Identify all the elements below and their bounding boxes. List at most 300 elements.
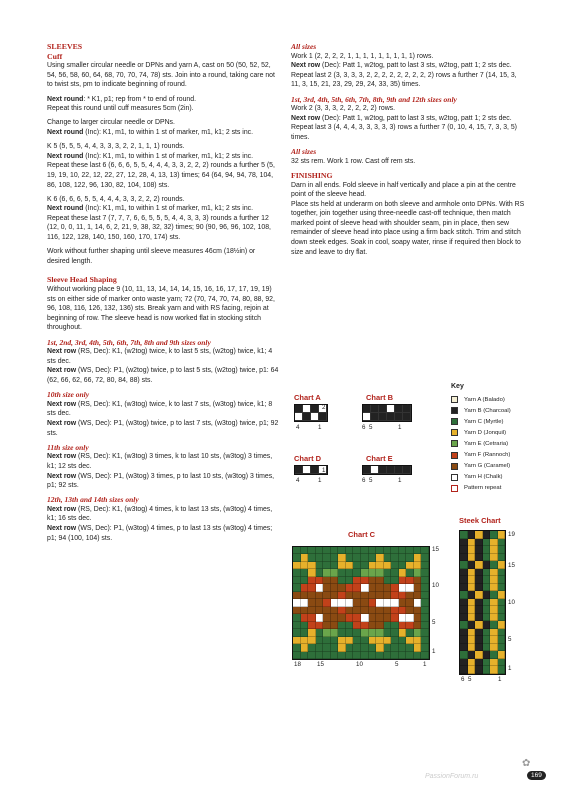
chart-c-cell	[338, 584, 346, 591]
chart-c-cell	[361, 614, 369, 621]
chart-c-cell	[399, 592, 407, 599]
chart-c-cell	[414, 637, 422, 644]
steek-cell	[468, 561, 476, 569]
watermark-text: PassionForum.ru	[425, 773, 479, 780]
chart-c-cell	[369, 584, 377, 591]
chart-c-cell	[369, 629, 377, 636]
steek-cell	[468, 644, 476, 652]
key-item	[451, 407, 511, 414]
chartD-cell	[303, 466, 311, 474]
key-swatch	[451, 396, 458, 403]
steek-cell	[468, 614, 476, 622]
steek-cell	[475, 531, 483, 539]
chart-c-cell	[361, 607, 369, 614]
chart-c-cell	[293, 607, 301, 614]
chart-c-cell	[361, 569, 369, 576]
size-heading-3: 11th size only	[47, 442, 89, 452]
chart-c-cell	[353, 644, 361, 651]
chart-c-cell	[331, 629, 339, 636]
chart-c-cell	[369, 622, 377, 629]
key-label: Yarn C (Myrtle)	[464, 418, 504, 425]
steek-row-5: 5	[508, 636, 512, 643]
chart-c-cell	[353, 577, 361, 584]
steek-cell	[460, 651, 468, 659]
chart-c-cell	[361, 622, 369, 629]
steek-cell	[460, 591, 468, 599]
key-item	[451, 452, 510, 459]
chart-c-cell	[376, 629, 384, 636]
chart-c-cell	[338, 599, 346, 606]
chart-c-cell	[384, 592, 392, 599]
steek-cell	[468, 651, 476, 659]
chart-c-cell	[301, 637, 309, 644]
chart-c-cell	[384, 607, 392, 614]
steek-cell	[498, 621, 506, 629]
chart-c-cell	[406, 569, 414, 576]
chart-c-cell	[301, 599, 309, 606]
chart-c-cell	[406, 607, 414, 614]
steek-cell	[490, 531, 498, 539]
chart-a-row-2: 2	[322, 404, 326, 411]
chart-c-cell	[308, 577, 316, 584]
size-3-text: Next row (RS, Dec): K1, (w3tog) 3 times, k to last 10 sts, (w3tog) 3 times, k1; 12 sts dec. Next row (WS, Dec): P1, (w3tog) 3 times, p to last 10 sts, (w3tog) 3 times, p1; 92 sts.	[47, 453, 275, 490]
chart-c-cell	[323, 652, 331, 659]
chart-c-cell	[346, 614, 354, 621]
chartA-cell	[295, 405, 303, 413]
steek-cell	[475, 569, 483, 577]
chart-c-cell	[293, 592, 301, 599]
chart-c-cell	[421, 554, 429, 561]
chart-c-cell	[293, 547, 301, 554]
steek-cell	[498, 584, 506, 592]
steek-cell	[498, 644, 506, 652]
steek-cell	[460, 621, 468, 629]
steek-cell	[468, 569, 476, 577]
chart-c-cell	[293, 622, 301, 629]
chart-c-row-10: 10	[432, 582, 439, 589]
chart-c-cell	[331, 637, 339, 644]
size-heading-5: 1st, 3rd, 4th, 5th, 6th, 7th, 8th, 9th and 12th sizes only	[291, 94, 457, 104]
chart-c-cell	[316, 644, 324, 651]
chart-c-cell	[399, 554, 407, 561]
steek-cell	[498, 636, 506, 644]
chart-c-cell	[293, 637, 301, 644]
chart-c-cell	[384, 652, 392, 659]
chart-c-cell	[338, 644, 346, 651]
chart-c-cell	[391, 629, 399, 636]
chart-c-cell	[384, 577, 392, 584]
chartE-cell	[387, 466, 395, 474]
chart-c-cell	[338, 622, 346, 629]
key-swatch	[451, 474, 458, 481]
chart-c-cell	[376, 577, 384, 584]
chart-b-col-6: 6	[362, 424, 366, 431]
chart-c-cell	[361, 577, 369, 584]
chart-c-cell	[391, 547, 399, 554]
chart-c-cell	[399, 577, 407, 584]
chart-c-cell	[369, 614, 377, 621]
all-sizes-heading-1: All sizes	[291, 42, 317, 51]
chart-c-cell	[414, 644, 422, 651]
steek-cell	[475, 606, 483, 614]
chart-c-cell	[391, 592, 399, 599]
steek-cell	[483, 599, 491, 607]
chart-c-cell	[406, 614, 414, 621]
chart-c-cell	[421, 547, 429, 554]
chart-c-cell	[301, 652, 309, 659]
steek-row-19: 19	[508, 531, 515, 538]
chart-c-cell	[414, 554, 422, 561]
key-label: Yarn E (Cetraria)	[464, 440, 509, 447]
chart-c-cell	[414, 547, 422, 554]
steek-cell	[460, 666, 468, 674]
chart-c-cell	[308, 644, 316, 651]
chart-c-cell	[406, 637, 414, 644]
chart-c-cell	[399, 614, 407, 621]
steek-cell	[490, 584, 498, 592]
steek-cell	[498, 599, 506, 607]
chart-c-cell	[316, 614, 324, 621]
steek-cell	[490, 591, 498, 599]
chart-c-cell	[391, 614, 399, 621]
chart-c-cell	[421, 637, 429, 644]
steek-cell	[490, 614, 498, 622]
chart-c-cell	[376, 614, 384, 621]
steek-cell	[483, 554, 491, 562]
chart-c-cell	[369, 577, 377, 584]
chart-c-cell	[399, 562, 407, 569]
sleeve-head-text: Without working place 9 (10, 11, 13, 14, 14, 14, 15, 16, 16, 17, 17, 19, 19) sts on either side of marker onto waste yarn; 72 (70, 74, 70, 74, 80, 88, 92, 96, 108, 116, 126, 132, 136) sts. Break yarn and with RS facing, rejoin at beginning of row. The sleeve head is now worked flat in stocking stitch throughout.	[47, 286, 275, 332]
work-text: Work without further shaping until sleeve measures 46cm (18½in) or desired length.	[47, 248, 256, 265]
section-title-sleeves: SLEEVES	[47, 42, 83, 51]
chart-c-cell	[369, 569, 377, 576]
chart-c-cell	[376, 607, 384, 614]
chart-c-row-5: 5	[432, 619, 436, 626]
steek-cell	[490, 546, 498, 554]
steek-cell	[483, 576, 491, 584]
chart-b-col-5: 5	[369, 424, 373, 431]
chart-c-cell	[301, 547, 309, 554]
chart-c-cell	[323, 577, 331, 584]
chart-c-cell	[301, 607, 309, 614]
steek-cell	[490, 636, 498, 644]
chart-a-col-4: 4	[296, 424, 300, 431]
steek-cell	[498, 531, 506, 539]
key-item	[451, 396, 505, 403]
chart-c-cell	[338, 607, 346, 614]
section-title-finishing: FINISHING	[291, 170, 333, 180]
chart-c-cell	[421, 562, 429, 569]
chart-c-cell	[316, 652, 324, 659]
chart-c-cell	[308, 652, 316, 659]
chart-c-cell	[346, 652, 354, 659]
steek-col-5: 5	[468, 676, 472, 683]
chart-c-cell	[301, 569, 309, 576]
steek-cell	[475, 576, 483, 584]
steek-cell	[468, 599, 476, 607]
chart-c-cell	[301, 562, 309, 569]
chart-c-cell	[406, 622, 414, 629]
steek-cell	[475, 621, 483, 629]
key-label: Yarn A (Balado)	[464, 396, 505, 403]
chart-c-cell	[331, 614, 339, 621]
chartA-cell	[311, 413, 319, 421]
chart-c-cell	[331, 569, 339, 576]
chart-c-cell	[421, 584, 429, 591]
steek-cell	[468, 584, 476, 592]
chart-c-cell	[384, 644, 392, 651]
chart-c-cell	[376, 599, 384, 606]
chart-c-cell	[414, 569, 422, 576]
size-5-text: Work 2 (3, 3, 3, 2, 2, 2, 2, 2) rows. Next row (Dec): Patt 1, w2tog, patt to last 3 sts, w2tog, patt 1; 2 sts dec. Repeat last 3 (4, 4, 4, 3, 3, 3, 3, 3) rows a further 7 (0, 10, 4, 15, 7, 3, 3, 5) times.	[291, 105, 517, 141]
key-item	[451, 429, 506, 436]
chart-c-cell	[391, 584, 399, 591]
page-number: 169	[527, 771, 546, 780]
chart-c-cell	[323, 637, 331, 644]
chart-c-cell	[406, 554, 414, 561]
steek-cell	[460, 659, 468, 667]
chart-c-cell	[331, 584, 339, 591]
key-swatch	[451, 429, 458, 436]
chart-c-cell	[361, 629, 369, 636]
chart-c-cell	[399, 652, 407, 659]
steek-cell	[498, 546, 506, 554]
chartB-cell	[363, 405, 371, 413]
chart-c-cell	[331, 607, 339, 614]
chart-c-cell	[338, 554, 346, 561]
steek-row-1: 1	[508, 665, 512, 672]
chart-c-cell	[331, 592, 339, 599]
chartA-cell	[303, 413, 311, 421]
steek-cell	[475, 591, 483, 599]
chart-c-cell	[316, 577, 324, 584]
size-1-text: Next row (RS, Dec): K1, (w2tog) twice, k to last 5 sts, (w2tog) twice, k1; 4 sts dec. Next row (WS, Dec): P1, (w2tog) twice, p to last 5 sts, (w2tog) twice, p1: 64 (62, 66, 62, 66, 72, 80, 84, 88) sts.	[47, 348, 279, 384]
chart-c-cell	[331, 562, 339, 569]
chart-c-cell	[323, 592, 331, 599]
chart-c-cell	[293, 562, 301, 569]
chart-c-cell	[369, 547, 377, 554]
steek-cell	[460, 561, 468, 569]
steek-cell	[475, 599, 483, 607]
steek-row-15: 15	[508, 562, 515, 569]
chart-c-col-5: 5	[395, 661, 399, 668]
chart-c-cell	[384, 547, 392, 554]
chart-c-cell	[369, 562, 377, 569]
chart-c-cell	[391, 599, 399, 606]
chart-d-title: Chart D	[294, 454, 322, 463]
steek-cell	[475, 546, 483, 554]
key-swatch	[451, 418, 458, 425]
chart-c-cell	[399, 584, 407, 591]
chart-c-cell	[316, 599, 324, 606]
chart-c-cell	[353, 622, 361, 629]
chart-c-cell	[353, 547, 361, 554]
chart-c-cell	[399, 547, 407, 554]
chart-c-cell	[406, 599, 414, 606]
chart-c-cell	[384, 622, 392, 629]
chart-c-cell	[323, 644, 331, 651]
size-4-text: Next row (RS, Dec): K1, (w3tog) 4 times, k to last 13 sts, (w3tog) 4 times, k1; 16 sts dec. Next row (WS, Dec): P1, (w3tog) 4 times, p to last 13 sts (w3tog) 4 times; p1; 94 (100, 104) sts.	[47, 505, 273, 542]
chart-c-cell	[293, 644, 301, 651]
chart-c-cell	[384, 569, 392, 576]
key-label: Yarn B (Charcoal)	[464, 407, 511, 414]
steek-cell	[483, 651, 491, 659]
steek-cell	[460, 629, 468, 637]
chart-c-cell	[353, 562, 361, 569]
chartD-cell	[295, 466, 303, 474]
chart-c-cell	[414, 562, 422, 569]
steek-cell	[498, 614, 506, 622]
chart-c-cell	[353, 554, 361, 561]
key-item	[451, 463, 510, 470]
steek-cell	[490, 576, 498, 584]
steek-cell	[483, 591, 491, 599]
chart-c-cell	[323, 599, 331, 606]
steek-cell	[475, 554, 483, 562]
chartE-cell	[371, 466, 379, 474]
key-label: Pattern repeat	[464, 485, 502, 492]
steek-cell	[460, 606, 468, 614]
chart-c-cell	[421, 599, 429, 606]
chart-c-cell	[338, 592, 346, 599]
steek-cell	[460, 539, 468, 547]
key-swatch	[451, 407, 458, 414]
chart-e-col-6: 6	[362, 477, 366, 484]
all-sizes-text-2: 32 sts rem. Work 1 row. Cast off rem sts.	[291, 157, 416, 165]
chart-c-cell	[384, 584, 392, 591]
chart-c-cell	[301, 644, 309, 651]
steek-cell	[490, 621, 498, 629]
chart-d-col-1: 1	[318, 477, 322, 484]
chart-c-cell	[301, 629, 309, 636]
chart-c-cell	[346, 607, 354, 614]
subsection-title-sleeve-head: Sleeve Head Shaping	[47, 275, 117, 285]
chartB-cell	[379, 413, 387, 421]
chart-c-cell	[421, 644, 429, 651]
chart-c-cell	[353, 607, 361, 614]
size-heading-1: 1st, 2nd, 3rd, 4th, 5th, 6th, 7th, 8th and 9th sizes only	[47, 337, 211, 347]
chart-c-cell	[421, 652, 429, 659]
chart-c-cell	[338, 562, 346, 569]
chart-b-col-1: 1	[398, 424, 402, 431]
steek-cell	[468, 629, 476, 637]
chart-d-col-4: 4	[296, 477, 300, 484]
steek-col-6: 6	[461, 676, 465, 683]
chart-c-cell	[399, 644, 407, 651]
chart-c-title: Chart C	[348, 530, 376, 539]
chart-c-cell	[346, 577, 354, 584]
chart-c-cell	[361, 562, 369, 569]
chart-c-cell	[384, 562, 392, 569]
chart-c-cell	[406, 584, 414, 591]
chart-c-cell	[406, 592, 414, 599]
size-2-text: Next row (RS, Dec): K1, (w3tog) twice, k to last 7 sts, (w3tog) twice, k1; 8 sts dec. Next row (WS, Dec): P1, (w3tog) twice, p to last 7 sts, (w3tog) twice, p1; 92 sts.	[47, 400, 279, 437]
steek-cell	[468, 659, 476, 667]
chart-c-cell	[369, 637, 377, 644]
inc-round-text: Change to larger circular needle or DPNs. Next round (Inc): K1, m1, to within 1 st of marker, m1, k1; 2 sts inc.	[47, 119, 254, 136]
chart-c-cell	[293, 652, 301, 659]
chart-c-cell	[376, 644, 384, 651]
chart-c-cell	[308, 607, 316, 614]
chart-c-col-10: 10	[356, 661, 363, 668]
chart-c-cell	[338, 547, 346, 554]
chart-c-cell	[421, 614, 429, 621]
chart-c-cell	[316, 547, 324, 554]
chart-c-cell	[406, 562, 414, 569]
chart-e-col-5: 5	[369, 477, 373, 484]
chart-c-cell	[331, 599, 339, 606]
steek-cell	[475, 659, 483, 667]
chart-c-cell	[406, 652, 414, 659]
steek-cell	[468, 621, 476, 629]
chart-a-title: Chart A	[294, 393, 321, 402]
chart-c-cell	[406, 577, 414, 584]
chart-c-cell	[369, 599, 377, 606]
steek-cell	[460, 531, 468, 539]
key-label: Yarn H (Chalk)	[464, 474, 503, 481]
chart-c-cell	[414, 577, 422, 584]
steek-cell	[483, 659, 491, 667]
chart-b-title: Chart B	[366, 393, 394, 402]
chart-c-cell	[376, 637, 384, 644]
steek-col-1: 1	[498, 676, 502, 683]
chart-c-cell	[293, 554, 301, 561]
chartB-cell	[371, 413, 379, 421]
steek-cell	[460, 614, 468, 622]
steek-cell	[460, 584, 468, 592]
chart-c-cell	[331, 652, 339, 659]
steek-cell	[490, 561, 498, 569]
chart-c-cell	[406, 644, 414, 651]
steek-cell	[475, 561, 483, 569]
steek-cell	[498, 569, 506, 577]
chart-c-cell	[323, 607, 331, 614]
chart-c-cell	[346, 599, 354, 606]
key-swatch	[451, 440, 458, 447]
chart-c-cell	[414, 592, 422, 599]
steek-cell	[475, 629, 483, 637]
chart-c-cell	[361, 554, 369, 561]
chart-c-cell	[361, 652, 369, 659]
key-swatch	[451, 463, 458, 470]
chart-c-cell	[331, 622, 339, 629]
steek-cell	[460, 546, 468, 554]
chart-c-cell	[331, 554, 339, 561]
steek-cell	[460, 599, 468, 607]
steek-cell	[498, 606, 506, 614]
chart-c-cell	[353, 614, 361, 621]
steek-cell	[490, 644, 498, 652]
chart-c-cell	[308, 629, 316, 636]
steek-cell	[468, 666, 476, 674]
chart-c-cell	[308, 562, 316, 569]
steek-cell	[475, 584, 483, 592]
chartB-cell	[387, 413, 395, 421]
key-label: Yarn F (Rannoch)	[464, 452, 511, 458]
chart-c-cell	[421, 622, 429, 629]
steek-cell	[490, 606, 498, 614]
key-swatch	[451, 485, 458, 492]
chart-c-cell	[414, 614, 422, 621]
chart-c-cell	[406, 629, 414, 636]
chart-e-title: Chart E	[366, 454, 393, 463]
chart-c-cell	[376, 622, 384, 629]
chart-c-cell	[361, 547, 369, 554]
chartB-cell	[371, 405, 379, 413]
steek-cell	[498, 666, 506, 674]
key-item	[451, 418, 504, 425]
steek-cell	[490, 659, 498, 667]
